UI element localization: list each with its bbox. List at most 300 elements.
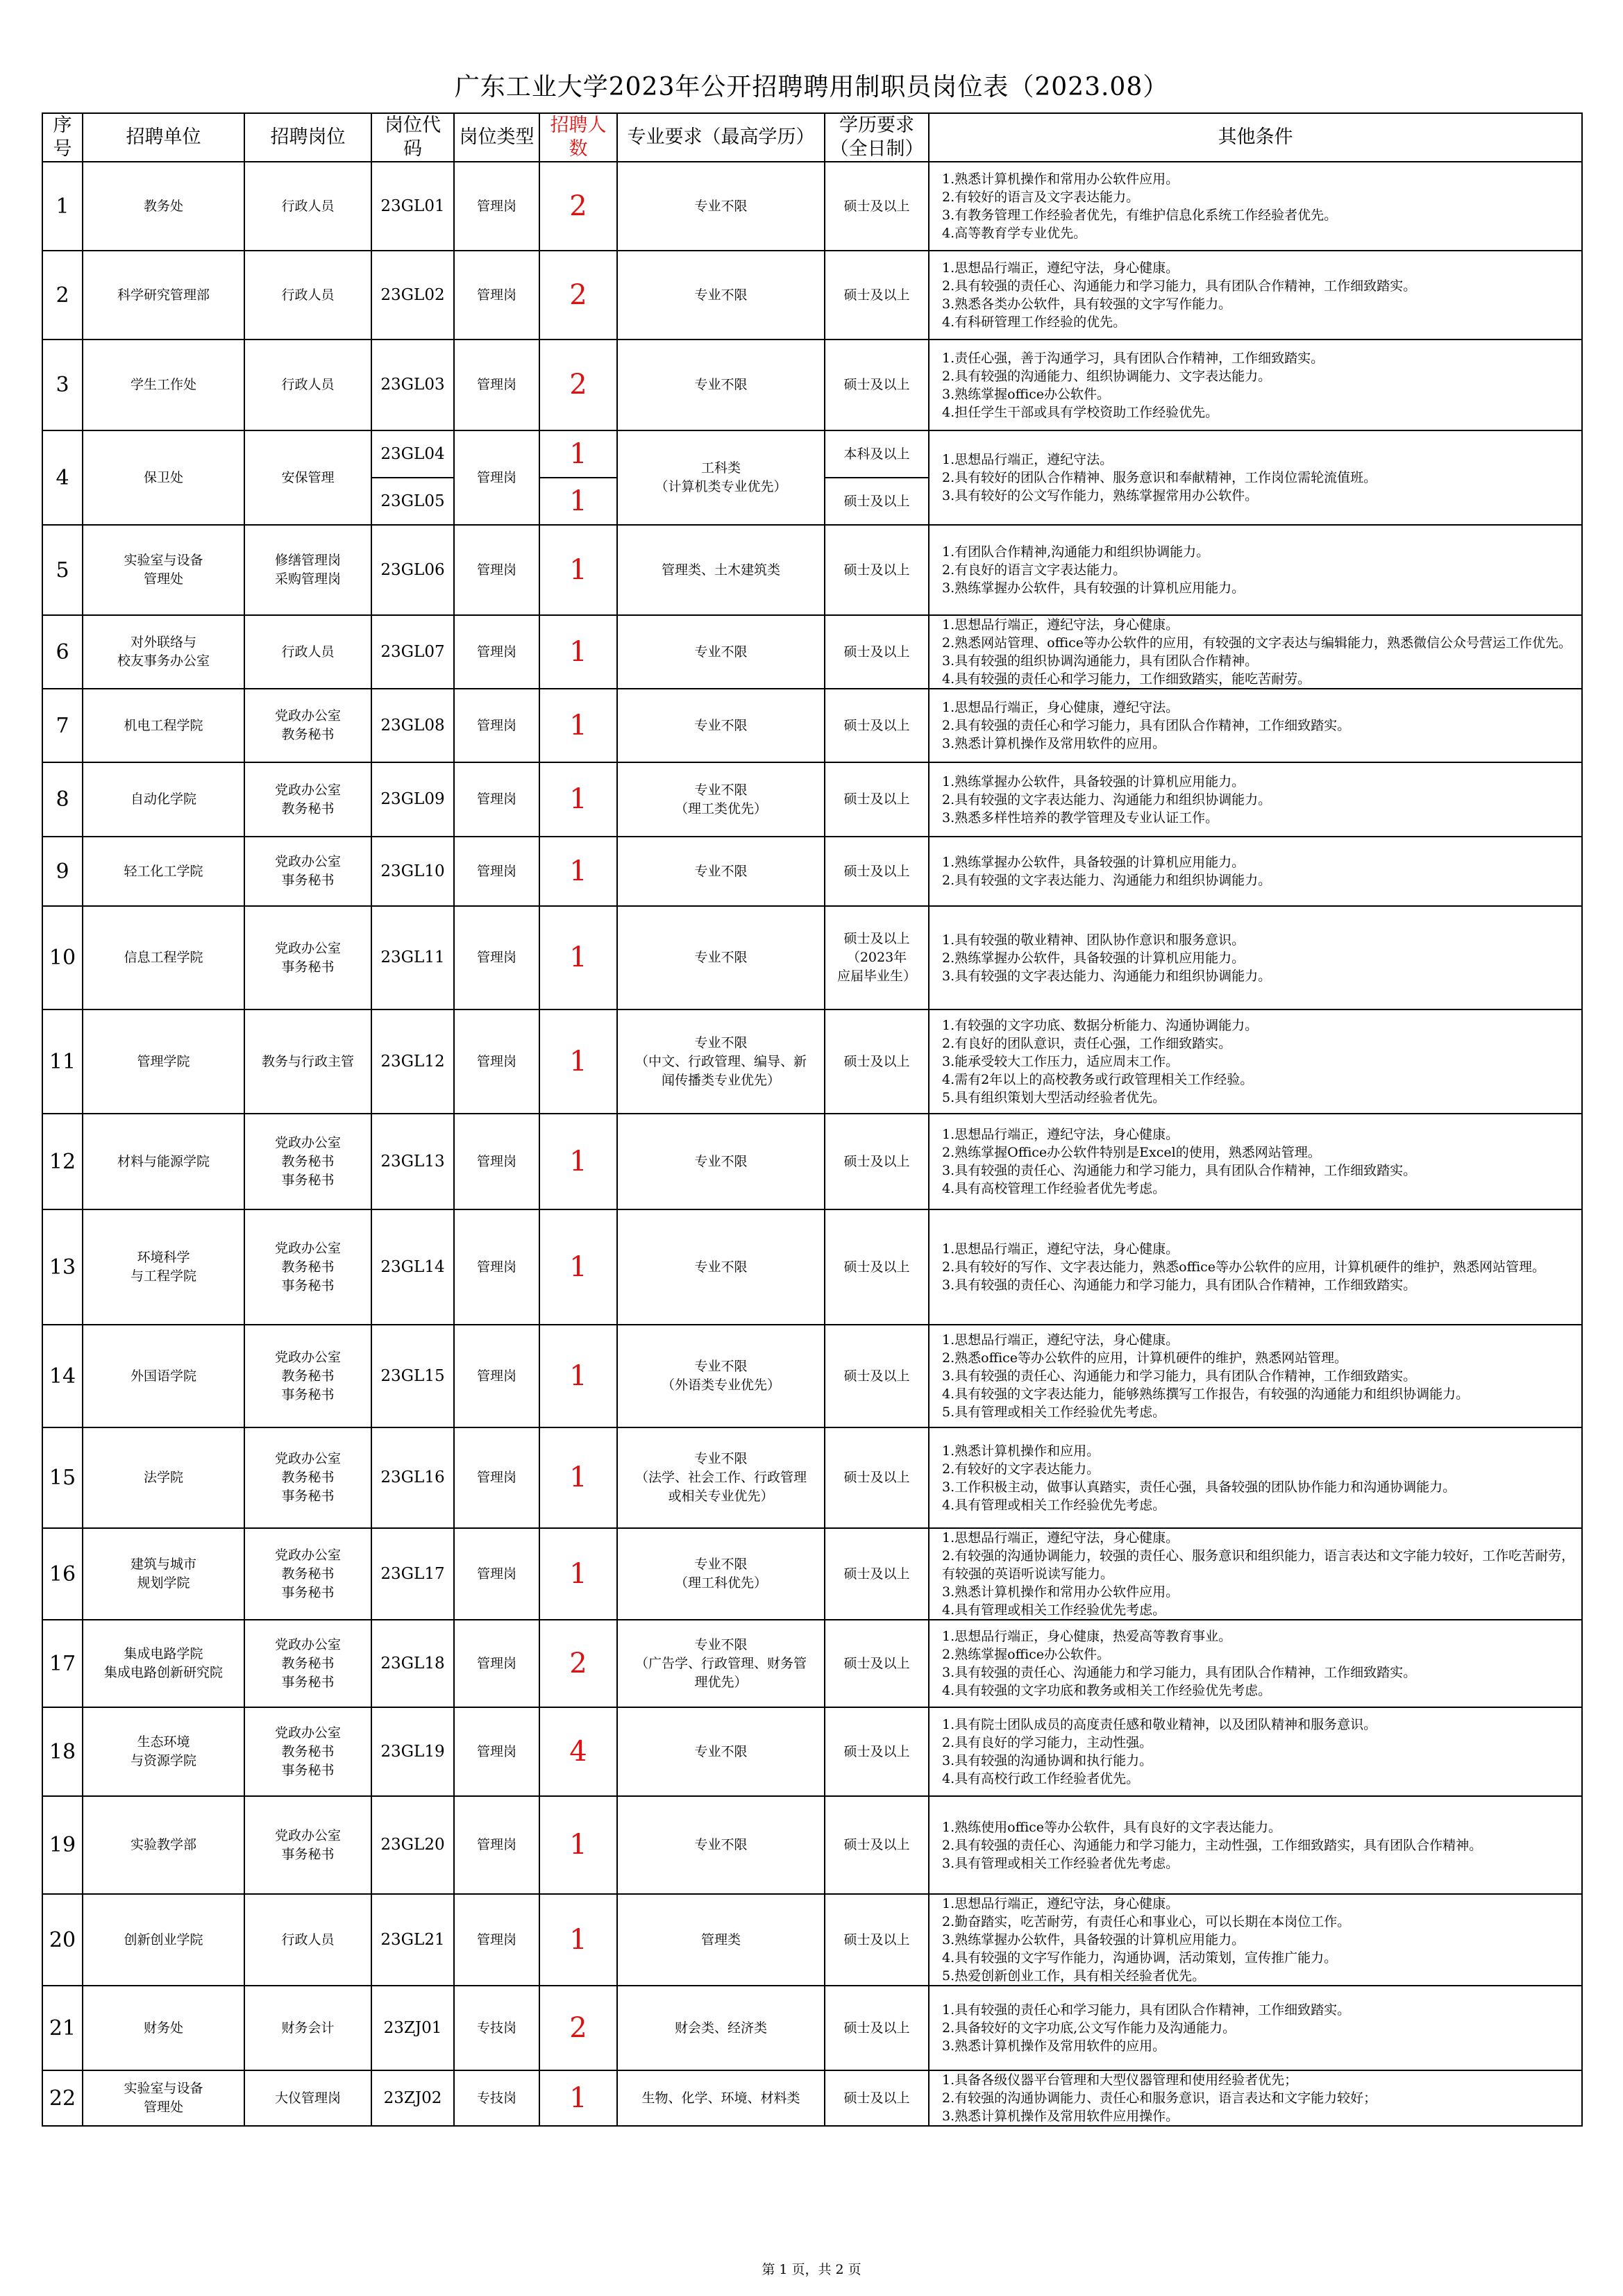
row-conditions-line: 3.熟练掌握办公软件，具备较强的计算机应用能力。 <box>942 1932 1245 1947</box>
row-unit <box>83 251 244 340</box>
row-conditions-line: 4.具有高校管理工作经验者优先考虑。 <box>942 1181 1166 1196</box>
row-post <box>244 1986 371 2070</box>
row-major-line: 专业不限 <box>694 1557 748 1572</box>
row-type: 管理岗 <box>454 1009 539 1114</box>
row-major <box>617 837 825 906</box>
row-no: 6 <box>42 615 83 689</box>
row-major <box>617 251 825 340</box>
row-unit-line: 自动化学院 <box>130 791 196 807</box>
row-unit-line: 外国语学院 <box>130 1368 196 1384</box>
row-conditions-line: 2.具有较好的团队合作精神、服务意识和奉献精神，工作岗位需轮流值班。 <box>942 470 1377 485</box>
row-edu <box>825 689 929 762</box>
row-post-line: 财务会计 <box>281 2020 335 2036</box>
row-no: 19 <box>42 1796 83 1894</box>
row-conditions-line: 5.具有管理或相关工作经验优先考虑。 <box>942 1405 1166 1420</box>
row-major <box>617 762 825 837</box>
row-post-line: 安保管理 <box>281 469 335 485</box>
row-conditions-line: 3.熟悉计算机操作及常用软件的应用。 <box>942 2038 1166 2054</box>
row-post-line: 党政办公室 <box>274 782 341 798</box>
row-conditions <box>929 615 1582 689</box>
row-post-line: 教务秘书 <box>281 1153 335 1169</box>
row-code: 23GL20 <box>371 1796 454 1894</box>
header-row <box>42 113 1582 162</box>
row-conditions <box>929 1427 1582 1528</box>
row-post-line: 事务秘书 <box>281 1584 335 1600</box>
row-unit-line: 校友事务办公室 <box>117 653 210 669</box>
row-count: 1 <box>539 1009 617 1114</box>
row-post-line: 教务秘书 <box>281 1566 335 1582</box>
row-conditions-line: 2.熟练掌握办公软件，具备较强的计算机应用能力。 <box>942 950 1245 966</box>
row-code: 23GL10 <box>371 837 454 906</box>
job-table <box>42 112 1583 2127</box>
row-major-line: 闻传播类专业优先） <box>661 1072 780 1088</box>
row-edu-line: 硕士及以上 <box>843 1932 910 1947</box>
row-edu-line: 硕士及以上 <box>843 377 910 392</box>
row-conditions-line: 1.有团队合作精神,沟通能力和组织协调能力。 <box>942 544 1210 560</box>
row-unit-line: 法学院 <box>143 1470 183 1485</box>
row-unit-line: 集成电路创新研究院 <box>103 1665 223 1680</box>
row-post-line: 党政办公室 <box>274 1451 341 1466</box>
row-code: 23GL04 <box>371 430 454 478</box>
row-major <box>617 1707 825 1796</box>
table-row <box>42 251 1582 340</box>
row-post-line: 采购管理岗 <box>274 571 341 587</box>
row-conditions-line: 3.具有管理或相关工作经验者优先考虑。 <box>942 1855 1179 1871</box>
table-body <box>42 162 1582 2126</box>
table-row <box>42 340 1582 430</box>
row-edu-line: 硕士及以上 <box>843 198 910 214</box>
row-edu <box>825 1209 929 1325</box>
row-unit-line: 生态环境 <box>137 1734 190 1750</box>
row-conditions-line: 1.思想品行端正，遵纪守法，身心健康。 <box>942 1332 1179 1348</box>
row-no: 3 <box>42 340 83 430</box>
row-post-line: 党政办公室 <box>274 1240 341 1256</box>
row-type: 管理岗 <box>454 906 539 1009</box>
header-edu: 学历要求（全日制） <box>825 113 929 162</box>
row-edu-line: 应届毕业生） <box>836 969 916 984</box>
row-count: 2 <box>539 162 617 251</box>
row-unit-line: 机电工程学院 <box>124 717 203 733</box>
row-post <box>244 1707 371 1796</box>
row-type: 专技岗 <box>454 1986 539 2070</box>
row-post-line: 事务秘书 <box>281 1172 335 1188</box>
row-code: 23GL07 <box>371 615 454 689</box>
row-no: 22 <box>42 2070 83 2126</box>
row-no: 20 <box>42 1894 83 1986</box>
row-type: 管理岗 <box>454 689 539 762</box>
row-no: 4 <box>42 430 83 525</box>
row-major <box>617 1427 825 1528</box>
row-type: 管理岗 <box>454 762 539 837</box>
row-conditions-line: 3.熟悉计算机操作及常用软件应用操作。 <box>942 2109 1179 2124</box>
row-unit-line: 与工程学院 <box>130 1268 196 1284</box>
row-conditions-line: 3.具有较强的组织协调沟通能力，具有团队合作精神。 <box>942 653 1259 669</box>
row-post-line: 党政办公室 <box>274 1547 341 1563</box>
row-major-line: （计算机类专业优先） <box>655 479 787 494</box>
row-edu: 本科及以上 <box>825 430 929 478</box>
row-no: 16 <box>42 1528 83 1620</box>
table-row <box>42 1707 1582 1796</box>
row-conditions-line: 4.担任学生干部或具有学校资助工作经验优先。 <box>942 404 1219 420</box>
row-no: 8 <box>42 762 83 837</box>
row-unit <box>83 1707 244 1796</box>
row-no: 11 <box>42 1009 83 1114</box>
row-edu: 硕士及以上 <box>825 478 929 525</box>
row-conditions <box>929 2070 1582 2126</box>
row-edu-line: 硕士及以上 <box>843 1566 910 1582</box>
row-post-line: 事务秘书 <box>281 1386 335 1402</box>
header-unit: 招聘单位 <box>83 113 244 162</box>
row-post-line: 事务秘书 <box>281 1489 335 1504</box>
row-post-line: 教务秘书 <box>281 801 335 816</box>
row-conditions-line: 3.工作积极主动，做事认真踏实，责任心强，具备较强的团队协作能力和沟通协调能力。 <box>942 1479 1456 1495</box>
row-conditions-line: 1.有较强的文字功底、数据分析能力、沟通协调能力。 <box>942 1018 1259 1033</box>
row-unit <box>83 2070 244 2126</box>
row-count: 1 <box>539 762 617 837</box>
row-count: 2 <box>539 251 617 340</box>
table-row <box>42 1009 1582 1114</box>
row-major <box>617 2070 825 2126</box>
row-major-line: 专业不限 <box>694 1034 748 1050</box>
row-conditions <box>929 1796 1582 1894</box>
row-post-line: 行政人员 <box>281 287 335 303</box>
row-major <box>617 162 825 251</box>
row-post <box>244 1620 371 1707</box>
row-edu <box>825 340 929 430</box>
row-conditions-line: 3.有教务管理工作经验者优先，有维护信息化系统工作经验者优先。 <box>942 208 1338 223</box>
row-post-line: 事务秘书 <box>281 1674 335 1690</box>
row-count: 1 <box>539 1114 617 1209</box>
row-conditions-line: 4.具有管理或相关工作经验优先考虑。 <box>942 1602 1166 1618</box>
row-major <box>617 1894 825 1986</box>
row-conditions-line: 1.熟练使用office等办公软件，具有良好的文字表达能力。 <box>942 1819 1282 1835</box>
row-edu <box>825 906 929 1009</box>
table-row <box>42 689 1582 762</box>
row-type: 管理岗 <box>454 837 539 906</box>
row-conditions <box>929 1707 1582 1796</box>
row-conditions-line: 2.有较好的语言及文字表达能力。 <box>942 190 1140 205</box>
row-post <box>244 689 371 762</box>
row-edu <box>825 1528 929 1620</box>
row-type: 管理岗 <box>454 1707 539 1796</box>
row-conditions-line: 3.熟练掌握office办公软件。 <box>942 386 1111 402</box>
page-title: 广东工业大学2023年公开招聘聘用制职员岗位表（2023.08） <box>454 73 1169 101</box>
row-edu-line: 硕士及以上 <box>843 1743 910 1759</box>
row-major-line: 专业不限 <box>694 287 748 303</box>
row-conditions <box>929 340 1582 430</box>
row-conditions-line: 2.具有较强的沟通能力、组织协调能力、文字表达能力。 <box>942 368 1272 384</box>
row-unit <box>83 525 244 615</box>
row-post <box>244 1427 371 1528</box>
table-row <box>42 762 1582 837</box>
row-major-line: 或相关专业优先） <box>668 1489 774 1504</box>
table-row <box>42 1796 1582 1894</box>
row-conditions-line: 1.思想品行端正，遵纪守法，身心健康。 <box>942 1127 1179 1142</box>
row-type: 管理岗 <box>454 1114 539 1209</box>
row-post-line: 教务秘书 <box>281 1655 335 1671</box>
row-major <box>617 1114 825 1209</box>
row-conditions-line: 1.熟练掌握办公软件，具备较强的计算机应用能力。 <box>942 855 1245 870</box>
row-major <box>617 1796 825 1894</box>
row-count: 1 <box>539 1528 617 1620</box>
row-conditions-line: 2.有较强的沟通协调能力、责任心和服务意识，语言表达和文字能力较好； <box>942 2090 1377 2106</box>
row-unit-line: 管理学院 <box>137 1053 190 1069</box>
row-type: 管理岗 <box>454 525 539 615</box>
row-unit-line: 教务处 <box>143 198 183 214</box>
row-code: 23ZJ01 <box>371 1986 454 2070</box>
row-conditions-line: 1.熟悉计算机操作和常用办公软件应用。 <box>942 171 1179 187</box>
row-edu <box>825 762 929 837</box>
row-post <box>244 1114 371 1209</box>
row-major-line: 专业不限 <box>694 1837 748 1852</box>
row-conditions <box>929 1894 1582 1986</box>
row-post-line: 教务秘书 <box>281 1470 335 1485</box>
row-unit-line: 对外联络与 <box>130 635 196 650</box>
row-no: 15 <box>42 1427 83 1528</box>
table-row <box>42 1209 1582 1325</box>
row-edu-line: 硕士及以上 <box>843 1153 910 1169</box>
row-count: 1 <box>539 2070 617 2126</box>
row-conditions-line: 3.具有较强的文字表达能力、沟通能力和组织协调能力。 <box>942 968 1272 984</box>
row-unit <box>83 340 244 430</box>
row-unit-line: 规划学院 <box>137 1575 190 1591</box>
row-post-line: 党政办公室 <box>274 940 341 956</box>
row-edu-line: 硕士及以上 <box>843 644 910 660</box>
row-conditions <box>929 1528 1582 1620</box>
row-conditions-line: 2.有较强的沟通协调能力，较强的责任心、服务意识和组织能力，语言表达和文字能力较好，工作吃苦耐劳，有较强的英语听说读写能力。 <box>942 1548 1575 1582</box>
row-edu-line: 硕士及以上 <box>843 931 910 946</box>
row-post-line: 党政办公室 <box>274 854 341 869</box>
row-edu <box>825 525 929 615</box>
row-unit <box>83 1009 244 1114</box>
row-edu-line: 硕士及以上 <box>843 1053 910 1069</box>
row-conditions-line: 1.具有较强的责任心和学习能力，具有团队合作精神，工作细致踏实。 <box>942 2002 1351 2018</box>
row-unit <box>83 615 244 689</box>
row-conditions-line: 2.具备较好的文字功底,公文写作能力及沟通能力。 <box>942 2020 1236 2036</box>
row-conditions-line: 1.具有院士团队成员的高度责任感和敬业精神，以及团队精神和服务意识。 <box>942 1717 1377 1732</box>
row-conditions <box>929 1114 1582 1209</box>
row-major-line: 专业不限 <box>694 950 748 965</box>
row-major <box>617 430 825 525</box>
row-unit <box>83 1894 244 1986</box>
row-major <box>617 1325 825 1427</box>
row-major <box>617 1620 825 1707</box>
row-conditions-line: 5.具有组织策划大型活动经验者优先。 <box>942 1090 1166 1105</box>
row-conditions-line: 4.具有较强的责任心和学习能力，工作细致踏实，能吃苦耐劳。 <box>942 671 1311 687</box>
row-count: 1 <box>539 1209 617 1325</box>
header-count: 招聘人数 <box>539 113 617 162</box>
row-major-line: 专业不限 <box>694 377 748 392</box>
row-code: 23GL15 <box>371 1325 454 1427</box>
row-unit <box>83 1796 244 1894</box>
row-conditions-line: 3.熟悉多样性培养的教学管理及专业认证工作。 <box>942 810 1219 826</box>
row-type: 管理岗 <box>454 162 539 251</box>
row-post-line: 党政办公室 <box>274 1725 341 1741</box>
row-count: 2 <box>539 340 617 430</box>
table-row <box>42 1114 1582 1209</box>
row-conditions-line: 2.具有较强的责任心、沟通能力和学习能力，主动性强，工作细致踏实，具有团队合作精神。 <box>942 1837 1483 1853</box>
row-unit <box>83 689 244 762</box>
row-unit-line: 实验室与设备 <box>124 553 203 568</box>
row-unit-line: 管理处 <box>143 571 183 587</box>
row-conditions <box>929 430 1582 525</box>
row-no: 7 <box>42 689 83 762</box>
row-conditions-line: 1.思想品行端正，遵纪守法，身心健康。 <box>942 260 1179 276</box>
row-conditions-line: 3.能承受较大工作压力，适应周末工作。 <box>942 1054 1179 1069</box>
row-post <box>244 525 371 615</box>
row-conditions-line: 3.熟悉计算机操作及常用软件的应用。 <box>942 736 1166 751</box>
row-major-line: 专业不限 <box>694 1259 748 1275</box>
row-conditions-line: 2.有较好的文字表达能力。 <box>942 1461 1100 1477</box>
row-conditions-line: 1.具备各级仪器平台管理和大型仪器管理和使用经验者优先； <box>942 2072 1298 2088</box>
row-type: 专技岗 <box>454 2070 539 2126</box>
table-row <box>42 1427 1582 1528</box>
row-unit <box>83 1325 244 1427</box>
header-no: 序号 <box>42 113 83 162</box>
row-conditions-line: 2.熟悉office等办公软件的应用，计算机硬件的维护，熟悉网站管理。 <box>942 1350 1348 1366</box>
row-count: 1 <box>539 906 617 1009</box>
row-conditions <box>929 837 1582 906</box>
row-post <box>244 2070 371 2126</box>
row-type: 管理岗 <box>454 251 539 340</box>
row-no: 13 <box>42 1209 83 1325</box>
row-conditions-line: 1.责任心强，善于沟通学习，具有团队合作精神，工作细致踏实。 <box>942 350 1325 366</box>
row-code: 23GL05 <box>371 478 454 525</box>
table-row <box>42 162 1582 251</box>
row-conditions-line: 2.有良好的语言文字表达能力。 <box>942 562 1127 578</box>
row-code: 23GL13 <box>371 1114 454 1209</box>
row-unit <box>83 1114 244 1209</box>
row-code: 23GL17 <box>371 1528 454 1620</box>
row-conditions <box>929 906 1582 1009</box>
row-unit <box>83 162 244 251</box>
row-conditions-line: 2.具有较强的文字表达能力、沟通能力和组织协调能力。 <box>942 791 1272 807</box>
row-conditions-line: 2.具有良好的学习能力，主动性强。 <box>942 1735 1153 1750</box>
row-major <box>617 906 825 1009</box>
row-conditions-line: 1.熟练掌握办公软件，具备较强的计算机应用能力。 <box>942 773 1245 789</box>
row-major-line: 专业不限 <box>694 1451 748 1466</box>
row-conditions <box>929 1209 1582 1325</box>
row-edu-line: 硕士及以上 <box>843 287 910 303</box>
row-post-line: 行政人员 <box>281 1932 335 1947</box>
table-row <box>42 1986 1582 2070</box>
row-conditions-line: 2.具有较强的责任心、沟通能力和学习能力，具有团队合作精神，工作细致踏实。 <box>942 278 1417 294</box>
row-code: 23GL02 <box>371 251 454 340</box>
row-conditions-line: 3.具有较强的责任心、沟通能力和学习能力，具有团队合作精神，工作细致踏实。 <box>942 1665 1417 1680</box>
row-edu <box>825 2070 929 2126</box>
row-count: 1 <box>539 1325 617 1427</box>
row-count: 4 <box>539 1707 617 1796</box>
row-major <box>617 1986 825 2070</box>
row-major-line: 专业不限 <box>694 644 748 660</box>
row-edu-line: 硕士及以上 <box>843 2090 910 2106</box>
row-major-line: （理工科优先） <box>674 1575 767 1591</box>
row-type: 管理岗 <box>454 1528 539 1620</box>
row-post <box>244 1894 371 1986</box>
header-conditions: 其他条件 <box>929 113 1582 162</box>
row-conditions-line: 2.熟悉网站管理、office等办公软件的应用，有较强的文字表达与编辑能力，熟悉微信公众号营运工作优先。 <box>942 635 1572 651</box>
row-conditions-line: 3.熟悉计算机操作和常用办公软件应用。 <box>942 1584 1179 1600</box>
row-post <box>244 906 371 1009</box>
row-edu <box>825 1707 929 1796</box>
row-unit <box>83 1209 244 1325</box>
row-major-line: 理优先） <box>694 1674 748 1690</box>
row-edu-line: 硕士及以上 <box>843 717 910 733</box>
page-footer: 第 1 页，共 2 页 <box>762 2262 861 2277</box>
row-count: 1 <box>539 1427 617 1528</box>
row-major-line: 专业不限 <box>694 863 748 879</box>
row-code: 23GL01 <box>371 162 454 251</box>
row-type: 管理岗 <box>454 1894 539 1986</box>
row-edu <box>825 1796 929 1894</box>
row-edu <box>825 1427 929 1528</box>
row-post <box>244 251 371 340</box>
row-no: 14 <box>42 1325 83 1427</box>
row-post-line: 党政办公室 <box>274 1827 341 1843</box>
table-row <box>42 1325 1582 1427</box>
row-unit <box>83 1620 244 1707</box>
row-edu <box>825 162 929 251</box>
row-post-line: 行政人员 <box>281 377 335 392</box>
row-major <box>617 1209 825 1325</box>
row-count: 1 <box>539 430 617 478</box>
row-post-line: 事务秘书 <box>281 959 335 975</box>
row-conditions-line: 3.具有较好的公文写作能力，熟练掌握常用办公软件。 <box>942 488 1259 503</box>
row-conditions <box>929 1986 1582 2070</box>
row-unit <box>83 837 244 906</box>
row-conditions-line: 3.具有较强的责任心、沟通能力和学习能力，具有团队合作精神，工作细致踏实。 <box>942 1277 1417 1293</box>
header-type: 岗位类型 <box>454 113 539 162</box>
row-conditions <box>929 251 1582 340</box>
row-conditions-line: 4.具有高校行政工作经验者优先。 <box>942 1771 1140 1786</box>
row-conditions <box>929 1009 1582 1114</box>
header-code: 岗位代码 <box>371 113 454 162</box>
row-code: 23ZJ02 <box>371 2070 454 2126</box>
row-edu-line: 硕士及以上 <box>843 562 910 578</box>
row-major-line: （中文、行政管理、编导、新 <box>634 1053 807 1069</box>
row-conditions-line: 4.具有较强的文字功底和教务或相关工作经验优先考虑。 <box>942 1683 1272 1698</box>
table-row <box>42 1894 1582 1986</box>
row-type: 管理岗 <box>454 1796 539 1894</box>
row-post-line: 行政人员 <box>281 644 335 660</box>
row-unit <box>83 430 244 525</box>
row-edu <box>825 837 929 906</box>
row-code: 23GL14 <box>371 1209 454 1325</box>
row-unit-line: 创新创业学院 <box>124 1932 203 1947</box>
row-post-line: 党政办公室 <box>274 1349 341 1365</box>
row-post <box>244 762 371 837</box>
row-code: 23GL09 <box>371 762 454 837</box>
row-no: 12 <box>42 1114 83 1209</box>
row-unit-line: 材料与能源学院 <box>117 1153 210 1169</box>
row-post-line: 大仪管理岗 <box>274 2090 341 2106</box>
row-conditions-line: 2.具有较好的写作、文字表达能力，熟悉office等办公软件的应用，计算机硬件的维护，熟悉网站管理。 <box>942 1259 1546 1275</box>
row-major-line: （法学、社会工作、行政管理 <box>634 1470 807 1485</box>
row-post <box>244 1325 371 1427</box>
row-unit-line: 与资源学院 <box>130 1753 196 1768</box>
table-row <box>42 525 1582 615</box>
row-count: 2 <box>539 1986 617 2070</box>
row-conditions-line: 1.思想品行端正，遵纪守法，身心健康。 <box>942 1896 1179 1911</box>
header-post: 招聘岗位 <box>244 113 371 162</box>
row-no: 10 <box>42 906 83 1009</box>
row-major <box>617 340 825 430</box>
row-count: 1 <box>539 689 617 762</box>
row-edu <box>825 1620 929 1707</box>
row-conditions <box>929 762 1582 837</box>
row-unit-line: 环境科学 <box>137 1250 190 1265</box>
row-code: 23GL03 <box>371 340 454 430</box>
